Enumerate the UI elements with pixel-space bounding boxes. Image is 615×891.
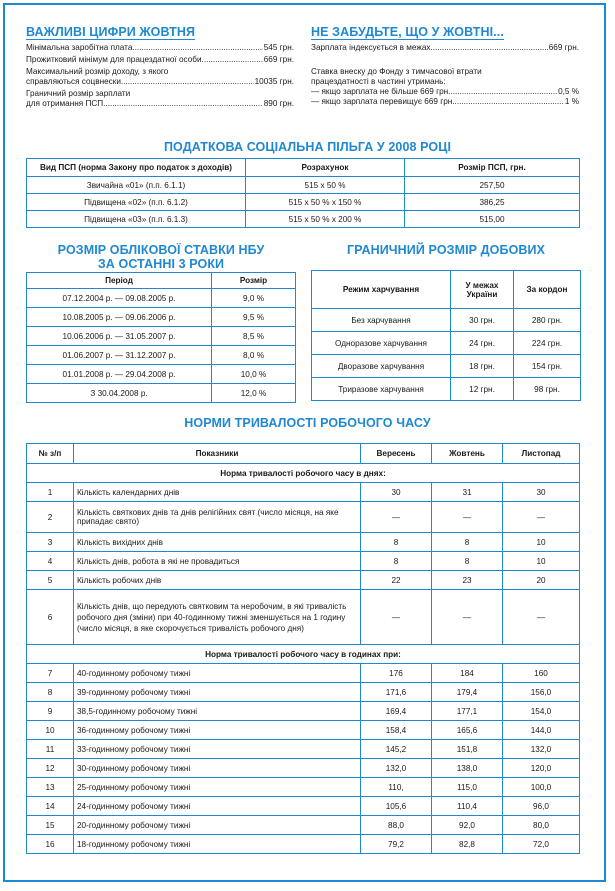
cell: 18 грн. [451, 355, 514, 378]
cell: 24 грн. [451, 332, 514, 355]
important-list [26, 43, 294, 109]
table-row [27, 571, 580, 590]
cell: 160 [503, 664, 580, 683]
cell: 30 [503, 483, 580, 502]
psp-table [26, 158, 580, 228]
nbu-title [26, 243, 296, 271]
table-row [27, 683, 580, 702]
cell: 8 [432, 533, 503, 552]
important-max-income [26, 77, 294, 87]
cell: 12,0 % [212, 384, 296, 403]
reminder-list [311, 43, 579, 107]
cell: 96,0 [503, 797, 580, 816]
cell: 10 [503, 533, 580, 552]
reminder-fund-text-2: працездатності в частині утримань: [311, 77, 446, 86]
table-row [312, 309, 581, 332]
cell: 10,0 % [212, 365, 296, 384]
cell: 30 [361, 483, 432, 502]
nbu-header: Період [27, 273, 212, 289]
cell: 105,6 [361, 797, 432, 816]
reminder-fund-item [311, 87, 579, 97]
cell: Кількість робочих днів [74, 571, 361, 590]
daily-header: У межах України [451, 271, 514, 309]
cell: Кількість днів, що передують святковим та неробочим, в які тривалість робочого дня (зміни) при 40-годинному тижні зменшується на 1 годину (число місяця, в яке скорочується тривалість робочого дня) [74, 590, 361, 645]
cell: 23 [432, 571, 503, 590]
cell: — [503, 590, 580, 645]
cell: — [361, 502, 432, 533]
cell: 3 [27, 533, 74, 552]
table-row [27, 289, 296, 308]
cell: 20-годинному робочому тижні [74, 816, 361, 835]
hours-header: Жовтень [432, 444, 503, 464]
table-row [27, 308, 296, 327]
label: — якщо зарплата перевищує 669 грн. [311, 97, 455, 106]
cell: 18-годинному робочому тижні [74, 835, 361, 854]
cell: 10.08.2005 р. — 09.06.2006 р. [27, 308, 212, 327]
table-row [27, 552, 580, 571]
cell: 176 [361, 664, 432, 683]
cell: 8 [361, 552, 432, 571]
cell: 386,25 [405, 194, 580, 211]
cell: 515 х 50 % [246, 177, 405, 194]
nbu-title-line1: РОЗМІР ОБЛІКОВОЇ СТАВКИ НБУ [57, 243, 265, 257]
value: 669 грн. [263, 55, 294, 64]
cell: Дворазове харчування [312, 355, 451, 378]
table-row [312, 355, 581, 378]
cell: 39-годинному робочому тижні [74, 683, 361, 702]
cell: 515,00 [405, 211, 580, 228]
table-row [27, 384, 296, 403]
cell: Триразове харчування [312, 378, 451, 401]
table-row [27, 702, 580, 721]
cell: 98 грн. [514, 378, 581, 401]
hours-section-hours: Норма тривалості робочого часу в годинах при: [27, 645, 580, 664]
label: Зарплата індексується в межах [311, 43, 431, 52]
cell: — [432, 590, 503, 645]
cell: 110, [361, 778, 432, 797]
nbu-table [26, 272, 296, 403]
cell: 01.01.2008 р. — 29.04.2008 р. [27, 365, 212, 384]
table-row [27, 797, 580, 816]
cell: 16 [27, 835, 74, 854]
cell: 154,0 [503, 702, 580, 721]
cell: 145,2 [361, 740, 432, 759]
cell: 132,0 [361, 759, 432, 778]
reminder-title: НЕ ЗАБУДЬТЕ, ЩО У ЖОВТНІ... [311, 25, 504, 39]
important-max-income-line1: Максимальний розмір доходу, з якого [26, 67, 169, 76]
table-row [27, 533, 580, 552]
cell: 10.06.2006 р. — 31.05.2007 р. [27, 327, 212, 346]
cell: 151,8 [432, 740, 503, 759]
cell: 24-годинному робочому тижні [74, 797, 361, 816]
cell: Кількість календарних днів [74, 483, 361, 502]
table-row [27, 211, 580, 228]
psp-header: Вид ПСП (норма Закону про податок з доходів) [27, 159, 246, 177]
value: 0,5 % [558, 87, 579, 96]
cell: Кількість вихідних днів [74, 533, 361, 552]
daily-header: Режим харчування [312, 271, 451, 309]
cell: 156,0 [503, 683, 580, 702]
cell: 36-годинному робочому тижні [74, 721, 361, 740]
table-row [27, 346, 296, 365]
cell: 13 [27, 778, 74, 797]
cell: 33-годинному робочому тижні [74, 740, 361, 759]
table-row [27, 835, 580, 854]
cell: 515 х 50 % х 150 % [246, 194, 405, 211]
table-row [27, 194, 580, 211]
cell: Без харчування [312, 309, 451, 332]
cell: 154 грн. [514, 355, 581, 378]
table-row [27, 816, 580, 835]
cell: 92,0 [432, 816, 503, 835]
daily-header: За кордон [514, 271, 581, 309]
cell: 115,0 [432, 778, 503, 797]
table-row [27, 177, 580, 194]
hours-section-days: Норма тривалості робочого часу в днях: [27, 464, 580, 483]
cell: 8 [432, 552, 503, 571]
table-row [27, 483, 580, 502]
cell: — [503, 502, 580, 533]
reminder-fund-text-1: Ставка внеску до Фонду з тимчасової втрати [311, 67, 482, 76]
cell: 158,4 [361, 721, 432, 740]
cell: 9 [27, 702, 74, 721]
cell: 25-годинному робочому тижні [74, 778, 361, 797]
hours-header: № з/п [27, 444, 74, 464]
cell: 14 [27, 797, 74, 816]
cell: 8,5 % [212, 327, 296, 346]
table-row [312, 378, 581, 401]
hours-header: Листопад [503, 444, 580, 464]
value: 10035 грн. [254, 77, 294, 86]
important-psp-limit [26, 99, 294, 109]
table-row [27, 590, 580, 645]
psp-header: Розрахунок [246, 159, 405, 177]
cell: 165,6 [432, 721, 503, 740]
table-row [312, 332, 581, 355]
cell: 171,6 [361, 683, 432, 702]
cell: 110,4 [432, 797, 503, 816]
cell: 5 [27, 571, 74, 590]
table-row [27, 365, 296, 384]
cell: 82,8 [432, 835, 503, 854]
cell: 4 [27, 552, 74, 571]
table-row [27, 778, 580, 797]
cell: 22 [361, 571, 432, 590]
cell: — [432, 502, 503, 533]
table-row [27, 327, 296, 346]
cell: 72,0 [503, 835, 580, 854]
cell: 9,0 % [212, 289, 296, 308]
cell: Одноразове харчування [312, 332, 451, 355]
cell: 10 [27, 721, 74, 740]
nbu-title-line2: ЗА ОСТАННІ 3 РОКИ [97, 257, 225, 271]
cell: 515 х 50 % х 200 % [246, 211, 405, 228]
cell: 257,50 [405, 177, 580, 194]
cell: 11 [27, 740, 74, 759]
nbu-header: Розмір [212, 273, 296, 289]
reminder-indexation [311, 43, 579, 53]
hours-title: НОРМИ ТРИВАЛОСТІ РОБОЧОГО ЧАСУ [184, 416, 431, 430]
cell: 80,0 [503, 816, 580, 835]
cell: 07.12.2004 р. — 09.08.2005 р. [27, 289, 212, 308]
cell: — [361, 590, 432, 645]
table-row [27, 502, 580, 533]
cell: 179,4 [432, 683, 503, 702]
table-row [27, 664, 580, 683]
cell: 88,0 [361, 816, 432, 835]
reminder-fund-item [311, 97, 579, 107]
psp-title: ПОДАТКОВА СОЦІАЛЬНА ПІЛЬГА У 2008 РОЦІ [163, 140, 452, 154]
psp-header: Розмір ПСП, грн. [405, 159, 580, 177]
table-row [27, 740, 580, 759]
label: Прожитковий мінімум для працездатної особи [26, 55, 202, 64]
cell: 120,0 [503, 759, 580, 778]
label: для отримання ПСП [26, 99, 104, 108]
cell: 01.06.2007 р. — 31.12.2007 р. [27, 346, 212, 365]
cell: 40-годинному робочому тижні [74, 664, 361, 683]
cell: 224 грн. [514, 332, 581, 355]
important-title: ВАЖЛИВІ ЦИФРИ ЖОВТНЯ [26, 25, 196, 39]
cell: 138,0 [432, 759, 503, 778]
hours-header: Показники [74, 444, 361, 464]
cell: 2 [27, 502, 74, 533]
daily-table [311, 270, 581, 401]
hours-header: Вересень [361, 444, 432, 464]
important-min-wage [26, 43, 294, 53]
cell: Кількість святкових днів та днів релігійних свят (число місяця, на яке припадає свято) [74, 502, 361, 533]
cell: 12 грн. [451, 378, 514, 401]
cell: 31 [432, 483, 503, 502]
value: 669 грн. [548, 43, 579, 52]
cell: 8,0 % [212, 346, 296, 365]
label: — якщо зарплата не більше 669 грн. [311, 87, 451, 96]
important-subsistence [26, 55, 294, 65]
cell: 15 [27, 816, 74, 835]
cell: 132,0 [503, 740, 580, 759]
cell: 20 [503, 571, 580, 590]
cell: 12 [27, 759, 74, 778]
value: 890 грн. [263, 99, 294, 108]
daily-title: ГРАНИЧНИЙ РОЗМІР ДОБОВИХ [346, 243, 546, 257]
hours-table [26, 443, 580, 854]
cell: 10 [503, 552, 580, 571]
cell: 8 [361, 533, 432, 552]
value: 545 грн. [263, 43, 294, 52]
cell: 79,2 [361, 835, 432, 854]
cell: 9,5 % [212, 308, 296, 327]
cell: 144,0 [503, 721, 580, 740]
cell: 100,0 [503, 778, 580, 797]
cell: 7 [27, 664, 74, 683]
cell: 30-годинному робочому тижні [74, 759, 361, 778]
cell: 184 [432, 664, 503, 683]
cell: Звичайна «01» (п.п. 6.1.1) [27, 177, 246, 194]
value: 1 % [564, 97, 579, 106]
cell: Підвищена «02» (п.п. 6.1.2) [27, 194, 246, 211]
cell: 169,4 [361, 702, 432, 721]
table-row [27, 759, 580, 778]
cell: З 30.04.2008 р. [27, 384, 212, 403]
cell: 1 [27, 483, 74, 502]
cell: 280 грн. [514, 309, 581, 332]
important-psp-limit-line1: Граничний розмір зарплати [26, 89, 131, 98]
cell: Кількість днів, робота в які не провадиться [74, 552, 361, 571]
label: справляються соцвнески [26, 77, 121, 86]
label: Мінімальна заробітна плата [26, 43, 133, 52]
cell: 30 грн. [451, 309, 514, 332]
cell: 6 [27, 590, 74, 645]
cell: Підвищена «03» (п.п. 6.1.3) [27, 211, 246, 228]
cell: 177,1 [432, 702, 503, 721]
cell: 38,5-годинному робочому тижні [74, 702, 361, 721]
table-row [27, 721, 580, 740]
cell: 8 [27, 683, 74, 702]
